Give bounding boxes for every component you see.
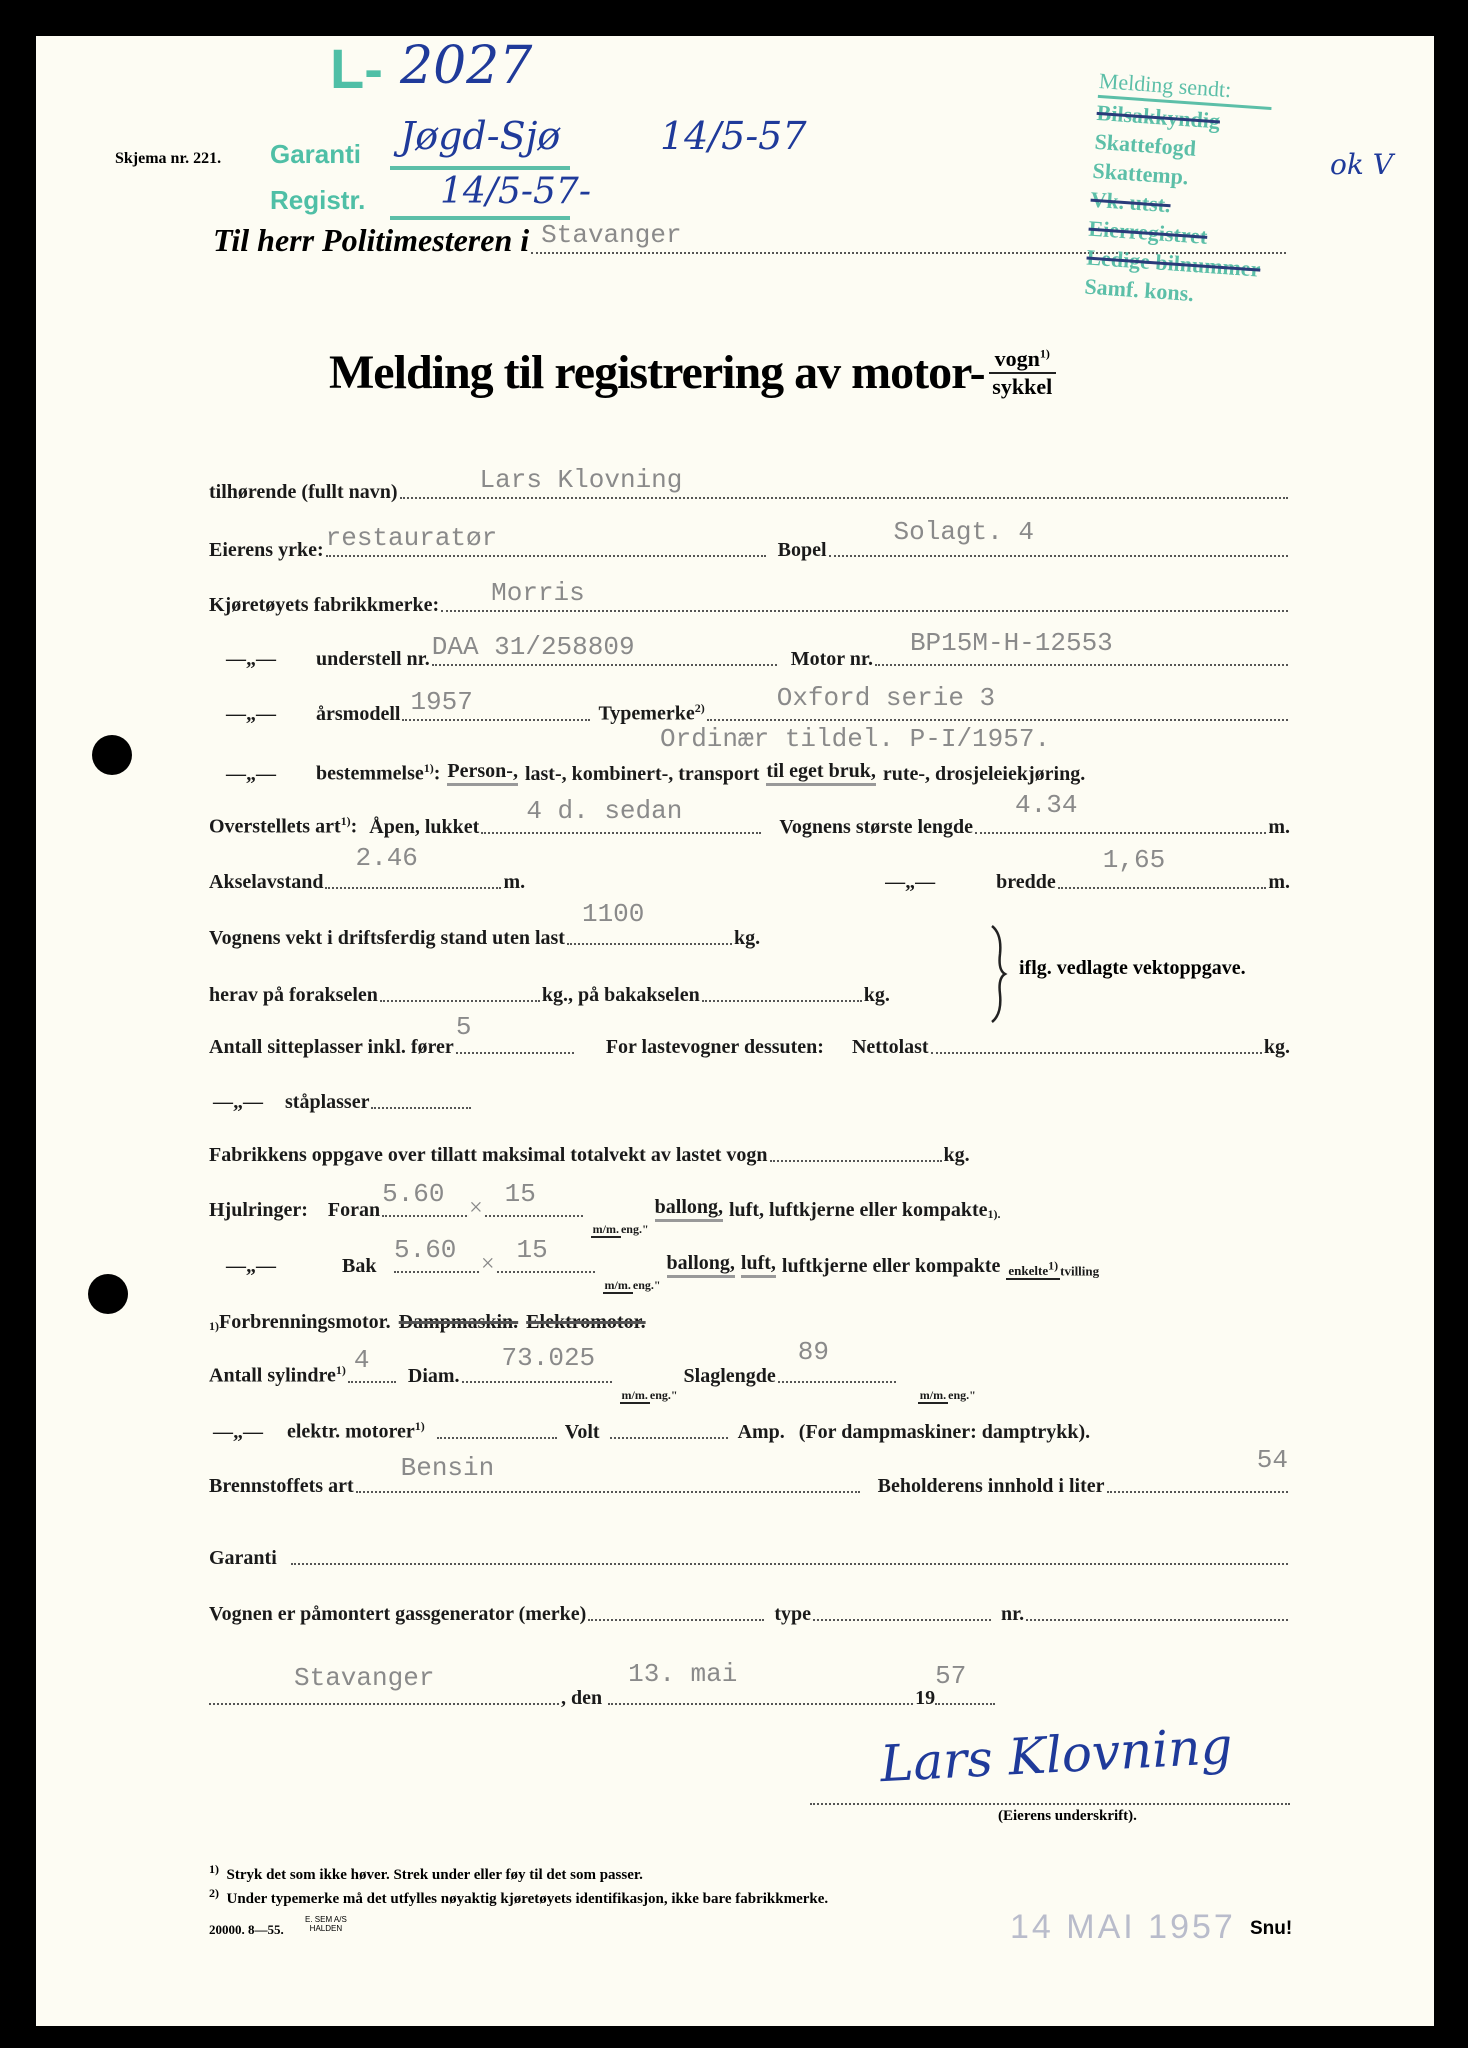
row-purpose: —„— bestemmelse$^{1)}$: Person-, last-, kombinert-, transport til eget bruk, rute-, drosjeleiekjøring. (226, 760, 1086, 785)
footnote-mark: 1) (209, 1862, 219, 1876)
seats-label: Antall sitteplasser inkl. fører (209, 1036, 454, 1058)
purpose-option-route: rute-, drosjeleiekjøring. (882, 763, 1086, 785)
title-block (329, 345, 1056, 400)
footnote-ref: 1) (1039, 346, 1050, 361)
tank-value: 54 (1256, 1445, 1288, 1475)
title-fraction (989, 346, 1056, 400)
guarantee-label: Garanti (209, 1547, 277, 1569)
row-owner (209, 465, 1290, 504)
unit-kg: kg. (943, 1144, 970, 1166)
gas-nr-label: nr. (1001, 1603, 1025, 1625)
handwritten-number: 2027 (400, 36, 533, 96)
option-single: enkelte (1008, 1263, 1049, 1278)
garanti-date: 14/5-57 (660, 114, 807, 158)
row-make (209, 578, 1290, 617)
row-place-date (209, 1659, 967, 1710)
row-model-year (209, 683, 1290, 726)
diameter-label: Diam. (407, 1365, 460, 1387)
unit-m: m. (1268, 871, 1290, 893)
row-standing (209, 1080, 1290, 1114)
rear-label: Bak (342, 1255, 377, 1277)
volt-label: Volt (564, 1421, 600, 1443)
seats-value: 5 (455, 1012, 472, 1042)
option-electric: Elektromotor. (526, 1311, 646, 1333)
option-ballong: ballong, (655, 1196, 723, 1222)
length-value: 4.34 (1015, 790, 1078, 820)
footnote-ref: 1) (209, 1319, 219, 1333)
fuel-value: Bensin (400, 1453, 495, 1483)
unit-m: m. (503, 871, 526, 893)
type-label: Typemerke (598, 703, 695, 725)
occupation-value: restauratør (325, 523, 498, 553)
chassis-value: DAA 31/258809 (431, 632, 635, 662)
front-rim-size: 15 (504, 1179, 536, 1209)
ditto-mark: —„— (226, 763, 276, 785)
punch-hole (88, 1274, 128, 1314)
owner-value: Lars Klovning (479, 465, 683, 495)
ditto-mark: —„— (226, 648, 276, 670)
option-combustion: Forbrenningsmotor. (219, 1311, 391, 1333)
purpose-option-misc: last-, kombinert-, transport (524, 763, 760, 785)
den-label: , den (561, 1687, 603, 1709)
ditto-mark: —„— (885, 871, 936, 893)
unit-mm: m/m. (604, 1278, 631, 1292)
footnote-ref: 1) (335, 1363, 346, 1378)
stroke-value: 89 (797, 1337, 830, 1367)
purpose-typed-note: Ordinær tildel. P-I/1957. (660, 724, 1051, 754)
signing-place: Stavanger (294, 1663, 435, 1693)
row-fuel (209, 1445, 1290, 1498)
footnote-mark: 2) (209, 1886, 219, 1900)
model-year-label: årsmodell (316, 703, 401, 725)
signature-caption: (Eierens underskrift). (998, 1808, 1137, 1824)
truck-label: For lastevogner dessuten: (605, 1036, 824, 1058)
garanti-handwritten: Jøgd-Sjø (400, 114, 561, 158)
ditto-mark: —„— (213, 1091, 263, 1113)
tire-options: luft, luftkjerne eller kompakte (729, 1199, 988, 1221)
unit-inch: eng." (632, 1278, 661, 1292)
received-date-stamp: 14 MAI 1957 (1010, 1908, 1236, 1946)
unit-m: m. (1268, 816, 1290, 838)
row-body: Overstellets art$^{1)}$: Åpen, lukket 4 d. sedan Vognens største lengde 4.34 m. (209, 790, 1290, 838)
dispatch-stamp (1084, 66, 1274, 313)
type-value: Oxford serie 3 (776, 683, 996, 713)
unit-inch: eng." (620, 1222, 649, 1236)
page-title: Melding til registrering av motor- (329, 346, 985, 399)
row-seats (209, 1012, 1290, 1059)
check-mark: ok V (1330, 148, 1393, 181)
printer-name: E. SEM A/S (305, 1915, 347, 1924)
footnote-ref: 1) (1048, 1258, 1059, 1273)
signature-line (810, 1803, 1290, 1805)
unit-mm: m/m. (919, 1388, 947, 1402)
front-axle-label: herav på forakselen (209, 984, 378, 1006)
width-label: bredde (996, 871, 1056, 893)
times-sign: × (469, 1195, 483, 1221)
rear-tire-width: 5.60 (394, 1235, 457, 1265)
row-wheelbase (209, 843, 1290, 894)
punch-hole (92, 735, 132, 775)
ditto-mark: —„— (226, 1255, 276, 1277)
footnote-ref: 1) (340, 814, 351, 829)
gas-generator-label: Vognen er påmontert gassgenerator (merke) (209, 1603, 587, 1625)
row-electric (209, 1410, 1290, 1444)
purpose-label: bestemmelse (316, 763, 424, 785)
option-twin: tvilling (1060, 1263, 1100, 1278)
row-cylinders (209, 1337, 1290, 1402)
row-engine-type (209, 1300, 1290, 1334)
rear-axle-label: kg., på bakakselen (541, 984, 700, 1006)
chassis-label: understell nr. (316, 648, 430, 670)
footnote-ref: 2) (694, 701, 705, 716)
rear-rim-size: 15 (516, 1235, 548, 1265)
unit-inch: eng." (948, 1388, 976, 1402)
motor-label: Motor nr. (790, 648, 873, 670)
weight-label: Vognens vekt i driftsferdig stand uten last (209, 927, 565, 949)
front-label: Foran (327, 1199, 381, 1221)
address-value: Solagt. 4 (893, 517, 1034, 547)
registr-date: 14/5-57- (440, 171, 591, 212)
unit-inch: eng." (649, 1388, 678, 1402)
signing-year: 57 (935, 1661, 967, 1691)
owner-label: tilhørende (fullt navn) (209, 481, 398, 503)
turn-over-note: Snu! (1250, 1918, 1293, 1939)
footnote-1 (209, 1862, 643, 1884)
model-year-value: 1957 (410, 687, 473, 717)
length-label: Vognens største lengde (779, 816, 974, 838)
garanti-stamp-label: Garanti (270, 139, 362, 169)
row-chassis (209, 628, 1290, 671)
row-gas-generator (209, 1592, 1290, 1626)
occupation-label: Eierens yrke: (209, 539, 324, 561)
electric-motors-label: elektr. motorer (287, 1421, 415, 1443)
make-label: Kjøretøyets fabrikkmerke: (209, 594, 440, 616)
stamp-title: Melding sendt: (1098, 66, 1274, 110)
footnote-text: Stryk det som ikke høver. Strek under eller føy til det som passer. (226, 1867, 643, 1883)
form-number: Skjema nr. 221. (115, 150, 222, 167)
weight-value: 1100 (581, 899, 645, 929)
amp-label: Amp. (737, 1421, 785, 1443)
width-value: 1,65 (1102, 845, 1166, 875)
cylinders-value: 4 (353, 1345, 370, 1375)
ditto-mark: —„— (226, 703, 276, 725)
stamp-item: Bilsakkyndig (1095, 99, 1221, 134)
net-load-label: Nettolast (851, 1036, 929, 1058)
times-sign: × (481, 1251, 495, 1277)
unit-kg: kg. (863, 984, 890, 1006)
unit-mm: m/m. (592, 1222, 619, 1236)
standing-label: ståplasser (285, 1091, 370, 1113)
unit-kg: kg. (733, 927, 761, 949)
registr-stamp-label: Registr. (270, 185, 366, 215)
purpose-option-own-use: til eget bruk, (766, 760, 875, 786)
addressee-city: Stavanger (541, 220, 682, 250)
weight-note: iflg. vedlagte vektoppgave. (1019, 957, 1246, 979)
owner-signature: Lars Klovning (878, 1716, 1234, 1794)
printer-mark (305, 1915, 347, 1933)
printer-city: HALDEN (309, 1924, 343, 1933)
footnote-text: Under typemerke må det utfylles nøyaktig kjøretøyets identifikasjon, ikke bare fabrikkmerke. (226, 1891, 829, 1907)
row-guarantee (209, 1536, 1290, 1570)
print-info: 20000. 8—55. (209, 1922, 284, 1937)
tire-options: luftkjerne eller kompakte (781, 1255, 1001, 1277)
tank-label: Beholderens innhold i liter (877, 1475, 1105, 1497)
footnote-2 (209, 1886, 828, 1908)
gas-type-label: type (774, 1603, 812, 1625)
row-wheels-front (209, 1179, 1290, 1236)
address-label: Bopel (777, 539, 827, 561)
fraction-vogn: vogn (994, 345, 1040, 371)
make-value: Morris (491, 578, 585, 608)
stamp-item: Vk. utst. (1089, 186, 1172, 218)
purpose-option-person: Person-, (447, 760, 518, 786)
stroke-label: Slaglengde (683, 1365, 776, 1387)
row-occupation (209, 517, 1290, 562)
stamp-item: Samf. kons. (1083, 273, 1195, 307)
footnote-ref: 1) (414, 1419, 425, 1434)
registration-prefix-stamp: L- (330, 37, 383, 100)
footnote-ref: 1) (423, 761, 434, 776)
option-ballong: ballong, (667, 1252, 735, 1278)
front-tire-width: 5.60 (382, 1179, 445, 1209)
body-options: Åpen, lukket (369, 816, 480, 838)
stamp-item: Eierregistret (1087, 215, 1209, 249)
diameter-value: 73.025 (501, 1343, 596, 1373)
stamp-item: Skattefogd (1093, 128, 1197, 161)
stamp-item: Ledige bilnummer (1085, 244, 1262, 282)
row-weight (209, 899, 1290, 950)
century-label: 19 (915, 1687, 936, 1709)
row-max-weight (209, 1133, 1290, 1167)
steam-pressure-label: (For dampmaskiner: damptrykk). (798, 1421, 1091, 1443)
row-wheels-rear (209, 1235, 1290, 1292)
body-label: Overstellets art (209, 816, 341, 838)
fuel-label: Brennstoffets art (209, 1475, 354, 1497)
wheelbase-label: Akselavstand (209, 871, 324, 893)
fraction-sykkel: sykkel (992, 373, 1053, 399)
stamp-line (390, 166, 570, 170)
footnote-ref: 1). (987, 1207, 1001, 1221)
wheels-label: Hjulringer: (209, 1199, 308, 1221)
wheelbase-value: 2.46 (355, 843, 418, 873)
option-steam: Dampmaskin. (398, 1311, 519, 1333)
unit-mm: m/m. (621, 1388, 648, 1402)
max-weight-label: Fabrikkens oppgave over tillatt maksimal totalvekt av lastet vogn (209, 1144, 768, 1166)
option-luft: luft, (741, 1252, 776, 1278)
unit-kg: kg. (1263, 1036, 1290, 1058)
body-value: 4 d. sedan (526, 796, 683, 826)
motor-value: BP15M-H-12553 (909, 628, 1113, 658)
addressee-label: Til herr Politimesteren i (213, 222, 530, 258)
ditto-mark: —„— (213, 1421, 263, 1443)
stamp-item: Skattemp. (1091, 157, 1190, 190)
signing-date: 13. mai (628, 1659, 738, 1689)
brace-icon (988, 924, 1008, 1024)
cylinders-label: Antall sylindre (209, 1365, 336, 1387)
